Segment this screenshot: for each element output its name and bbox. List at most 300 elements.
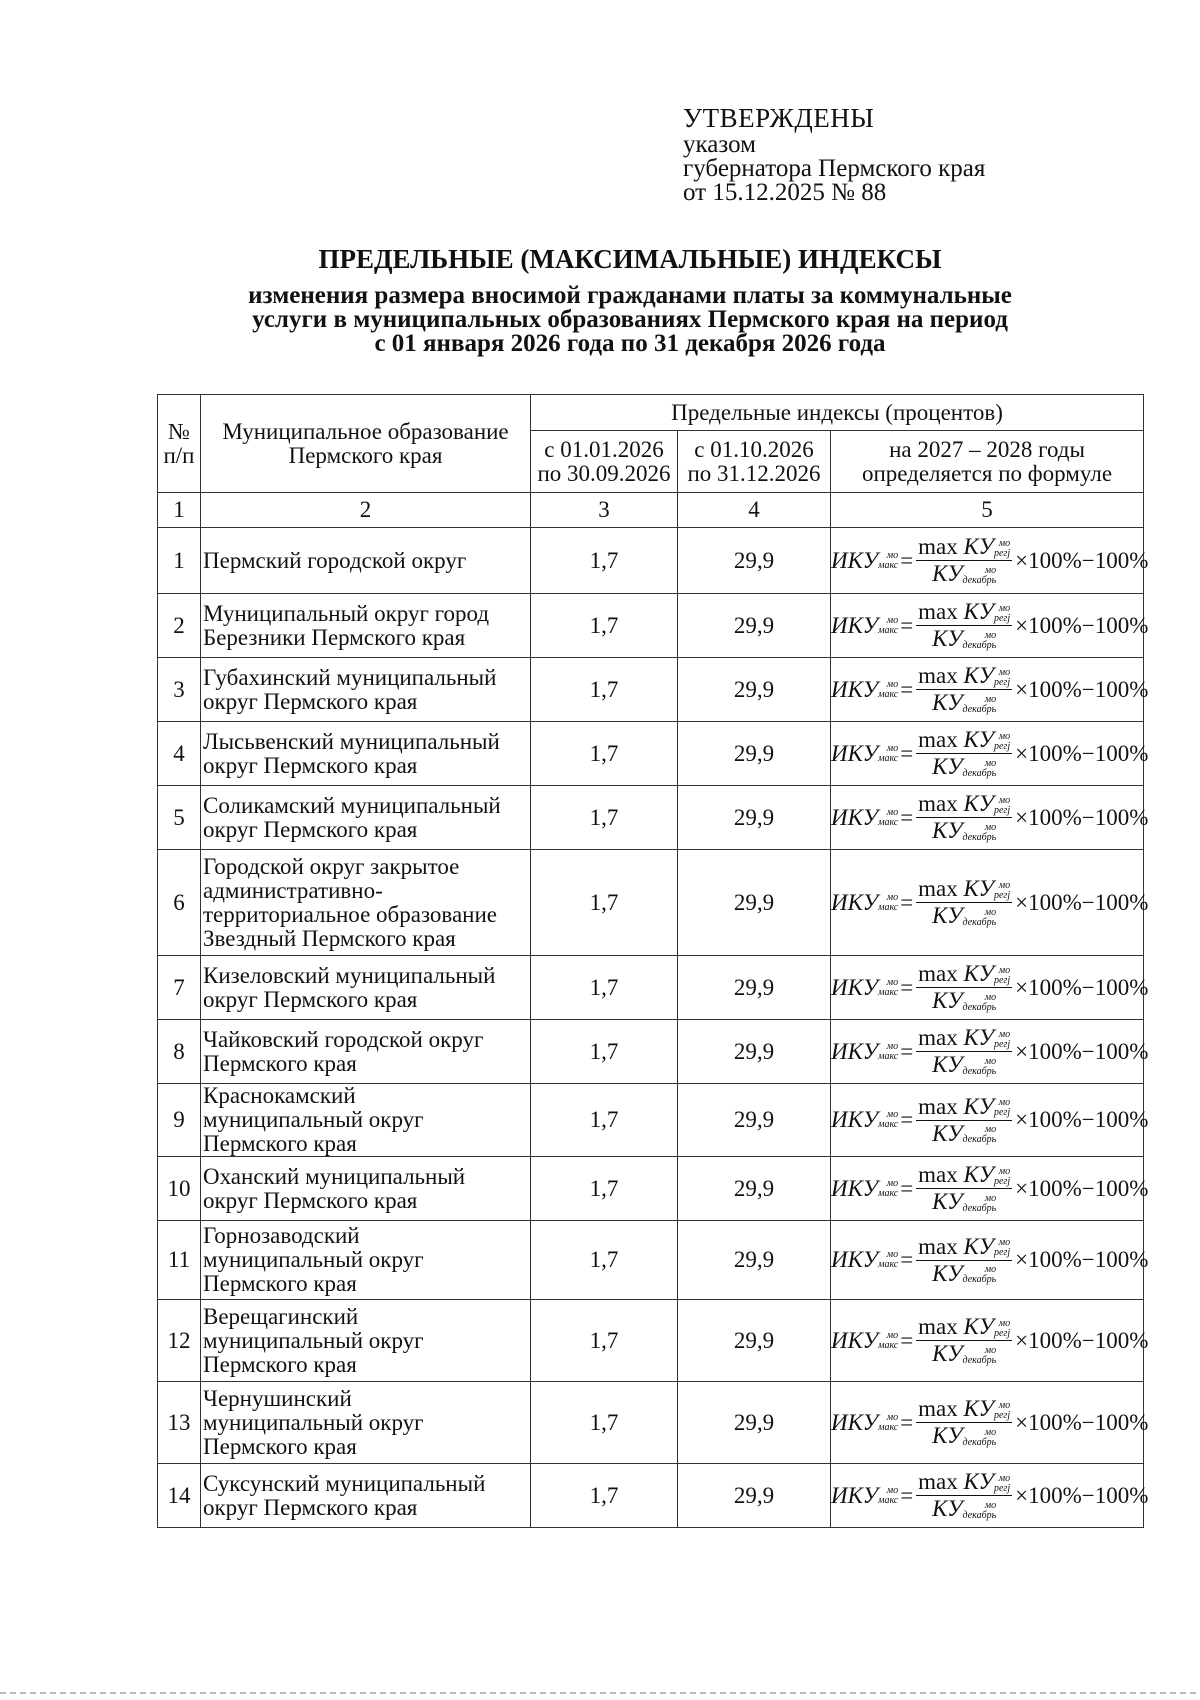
formula-lhs-sup: мо: [886, 1249, 899, 1260]
formula-lhs: ИКУ: [831, 1175, 879, 1201]
municipality-name-line: Пермского края: [203, 1050, 357, 1076]
formula-equals: =: [900, 1409, 914, 1435]
index-formula: [831, 956, 1149, 1020]
formula-equals: =: [900, 889, 914, 915]
municipality-name-line: Пермского края: [203, 1351, 357, 1377]
formula-num-sup: мо: [998, 1165, 1011, 1177]
formula-num-sup: мо: [998, 1097, 1011, 1109]
formula-denominator: [932, 626, 996, 651]
table-row: [158, 1221, 1144, 1300]
formula-lhs-sup: мо: [886, 891, 899, 903]
municipality-name-line: Соликамский муниципальный: [203, 792, 501, 818]
formula-num-sup: мо: [998, 602, 1011, 614]
municipality-name-line: Пермского края: [203, 1433, 357, 1459]
column-number: 1: [158, 493, 201, 528]
formula-lhs: ИКУ: [831, 974, 879, 1000]
column-number: 4: [678, 493, 831, 528]
formula-num-sup: мо: [998, 1237, 1011, 1249]
index-period-1: 1,7: [531, 1382, 678, 1464]
formula-fraction: [916, 664, 1012, 715]
formula-denominator: [932, 1261, 996, 1286]
formula-lhs-sub: макс: [878, 1119, 899, 1130]
formula-equals: =: [900, 1327, 914, 1353]
formula-equals: =: [900, 1247, 914, 1272]
header-municipality-line-1: Муниципальное образование: [222, 418, 509, 444]
formula-den-var: КУ: [932, 754, 963, 779]
formula-den-sup: мо: [984, 1192, 997, 1204]
table-row: [158, 786, 1144, 850]
header-municipality: [201, 395, 531, 493]
approval-block: [683, 103, 985, 205]
index-formula: [831, 1221, 1149, 1300]
formula: [831, 728, 1148, 779]
index-period-2: 29,9: [678, 1157, 831, 1221]
formula-num-var: КУ: [963, 1025, 994, 1050]
row-number: 11: [158, 1221, 201, 1300]
formula-den-var: КУ: [932, 1260, 963, 1286]
formula-num-sub: регj: [993, 740, 1011, 752]
formula-max: max: [918, 961, 958, 986]
header-num-line-2: п/п: [163, 442, 195, 468]
formula-lhs-indices: [878, 1331, 898, 1351]
formula-lhs-sup: мо: [886, 1411, 899, 1423]
formula-lhs-indices: [878, 1042, 898, 1062]
formula-lhs: ИКУ: [831, 612, 879, 638]
formula-numerator: [916, 962, 1012, 988]
index-period-2: 29,9: [678, 1084, 831, 1157]
formula-num-sup: мо: [998, 1399, 1011, 1411]
index-period-1: 1,7: [531, 528, 678, 594]
row-number: 6: [158, 850, 201, 956]
table-row: [158, 850, 1144, 956]
formula-max: max: [918, 534, 958, 559]
index-period-2: 29,9: [678, 658, 831, 722]
formula-den-indices: [963, 759, 997, 779]
formula-lhs-sup: мо: [886, 614, 899, 626]
header-period-1-line-1: с 01.01.2026: [544, 436, 664, 462]
column-number: 3: [531, 493, 678, 528]
formula-den-sub: декабрь: [962, 916, 997, 928]
formula-den-sub: декабрь: [962, 831, 997, 843]
formula-num-var: КУ: [963, 961, 994, 986]
formula: [831, 664, 1148, 715]
municipality-name: [201, 1084, 531, 1157]
formula-tail: ×100%−100%: [1015, 804, 1149, 830]
municipality-name-line: Верещагинский: [203, 1303, 359, 1329]
municipality-name-line: Чайковский городской округ: [203, 1026, 484, 1052]
index-period-1: 1,7: [531, 1084, 678, 1157]
formula-lhs-sub: макс: [878, 752, 899, 764]
formula-num-sub: регj: [993, 1482, 1011, 1494]
row-number: 10: [158, 1157, 201, 1221]
formula-lhs-sub: макс: [878, 559, 899, 571]
formula-lhs: ИКУ: [831, 547, 879, 573]
formula: [831, 1235, 1148, 1286]
formula-den-indices: [963, 1501, 997, 1521]
formula-denominator: [932, 754, 996, 779]
formula-lhs-indices: [878, 616, 898, 636]
municipality-name-line: Оханский муниципальный: [203, 1163, 466, 1189]
formula-numerator: [916, 1163, 1012, 1189]
formula-max: max: [918, 727, 958, 752]
municipality-name-line: муниципальный округ: [203, 1247, 424, 1272]
formula-den-sub: декабрь: [962, 1202, 997, 1214]
formula-num-indices: [994, 668, 1010, 688]
formula-lhs: ИКУ: [831, 1038, 879, 1064]
formula-den-sub: декабрь: [962, 767, 997, 779]
formula-den-sup: мо: [984, 564, 997, 576]
municipality-name: [201, 594, 531, 658]
header-period-3-line-2: определяется по формуле: [861, 460, 1113, 486]
formula-equals: =: [900, 740, 914, 766]
formula-lhs-sub: макс: [878, 624, 899, 636]
formula-numerator: [916, 728, 1012, 754]
formula-den-var: КУ: [932, 1052, 963, 1077]
formula-denominator: [932, 690, 996, 715]
formula-lhs: ИКУ: [831, 889, 879, 915]
municipality-name-line: Губахинский муниципальный: [203, 664, 497, 690]
municipality-name-line: Краснокамский: [203, 1083, 356, 1108]
formula-tail: ×100%−100%: [1015, 1175, 1149, 1201]
index-period-2: 29,9: [678, 956, 831, 1020]
table-row: [158, 1382, 1144, 1464]
formula-fraction: [916, 1397, 1012, 1448]
formula-lhs: ИКУ: [831, 740, 879, 766]
formula-equals: =: [900, 1175, 914, 1201]
formula-num-indices: [994, 1401, 1010, 1421]
formula-den-indices: [963, 1346, 997, 1366]
formula: [831, 535, 1148, 586]
formula-den-var: КУ: [932, 903, 963, 928]
formula-den-var: КУ: [932, 1341, 963, 1366]
municipality-name-line: округ Пермского края: [203, 688, 418, 714]
index-formula: [831, 1300, 1149, 1382]
formula-denominator: [932, 1423, 996, 1448]
index-period-1: 1,7: [531, 1300, 678, 1382]
formula-fraction: [916, 1163, 1012, 1214]
column-number-row: [158, 493, 1144, 528]
municipality-name: [201, 1464, 531, 1528]
formula-numerator: [916, 1235, 1012, 1261]
formula-num-var: КУ: [963, 1396, 994, 1421]
formula-den-sub: декабрь: [962, 574, 997, 586]
index-period-2: 29,9: [678, 1300, 831, 1382]
formula-fraction: [916, 1095, 1012, 1146]
index-formula: [831, 1157, 1149, 1221]
formula-lhs-sub: макс: [878, 1494, 899, 1506]
formula-max: max: [918, 1469, 958, 1494]
formula-den-var: КУ: [932, 561, 963, 586]
formula-num-indices: [994, 539, 1010, 559]
formula-num-var: КУ: [963, 534, 994, 559]
formula-lhs-sub: макс: [878, 901, 899, 913]
municipality-name-line: Горнозаводский: [203, 1223, 360, 1248]
formula-num-indices: [994, 1238, 1010, 1258]
formula-num-indices: [994, 1030, 1010, 1050]
index-formula: [831, 850, 1149, 956]
table-row: [158, 1084, 1144, 1157]
formula-tail: ×100%−100%: [1015, 1409, 1149, 1435]
formula-fraction: [916, 792, 1012, 843]
formula-num-indices: [994, 881, 1010, 901]
column-number: 5: [831, 493, 1144, 528]
formula-tail: ×100%−100%: [1015, 1482, 1149, 1508]
formula-denominator: [932, 988, 996, 1013]
formula-lhs-indices: [878, 744, 898, 764]
formula-den-indices: [963, 631, 997, 651]
document-subtitle: [150, 284, 1110, 356]
index-formula: [831, 786, 1149, 850]
municipality-name-line: административно-: [203, 877, 383, 903]
formula-tail: ×100%−100%: [1015, 1247, 1149, 1272]
formula-denominator: [932, 1121, 996, 1146]
formula-den-sub: декабрь: [962, 1509, 997, 1521]
municipality-name-line: Пермского края: [203, 1271, 357, 1296]
formula-lhs: ИКУ: [831, 1482, 879, 1508]
formula-tail: ×100%−100%: [1015, 1038, 1149, 1064]
index-formula: [831, 658, 1149, 722]
formula-num-sub: регj: [993, 1175, 1011, 1187]
formula-den-indices: [963, 1428, 997, 1448]
formula-den-indices: [963, 695, 997, 715]
formula-num-sup: мо: [998, 964, 1011, 976]
formula-lhs-indices: [878, 893, 898, 913]
formula-den-sup: мо: [984, 1264, 997, 1276]
municipality-name-line: округ Пермского края: [203, 816, 418, 842]
formula-fraction: [916, 600, 1012, 651]
formula-equals: =: [900, 547, 914, 573]
formula-tail: ×100%−100%: [1015, 676, 1149, 702]
formula-num-var: КУ: [963, 1162, 994, 1187]
formula-lhs-indices: [878, 1413, 898, 1433]
formula: [831, 962, 1148, 1013]
formula-num-indices: [994, 1474, 1010, 1494]
formula-den-sub: декабрь: [962, 703, 997, 715]
municipality-name-line: Суксунский муниципальный: [203, 1470, 486, 1496]
municipality-name-line: округ Пермского края: [203, 752, 418, 778]
municipality-name-line: территориальное образование: [203, 901, 498, 927]
index-period-2: 29,9: [678, 1221, 831, 1300]
formula-numerator: [916, 600, 1012, 626]
formula-num-sup: мо: [998, 794, 1011, 806]
formula-num-var: КУ: [963, 727, 994, 752]
index-period-2: 29,9: [678, 1464, 831, 1528]
subtitle-line-3: с 01 января 2026 года по 31 декабря 2026 года: [374, 330, 886, 357]
formula-max: max: [918, 791, 958, 816]
formula-den-indices: [963, 1125, 997, 1145]
municipality-name-line: муниципальный округ: [203, 1409, 424, 1435]
municipality-name: [201, 1382, 531, 1464]
formula: [831, 600, 1148, 651]
municipality-name-line: округ Пермского края: [203, 1494, 418, 1520]
formula-lhs: ИКУ: [831, 1107, 879, 1132]
row-number: 4: [158, 722, 201, 786]
row-number: 14: [158, 1464, 201, 1528]
index-period-1: 1,7: [531, 786, 678, 850]
index-period-2: 29,9: [678, 594, 831, 658]
index-period-2: 29,9: [678, 528, 831, 594]
index-period-1: 1,7: [531, 1157, 678, 1221]
formula-den-var: КУ: [932, 690, 963, 715]
formula-num-sup: мо: [998, 1028, 1011, 1040]
formula-numerator: [916, 792, 1012, 818]
table-row: [158, 1300, 1144, 1382]
municipality-name-line: Городской округ закрытое: [203, 853, 460, 879]
formula: [831, 1026, 1148, 1077]
formula-tail: ×100%−100%: [1015, 740, 1149, 766]
municipality-name-line: округ Пермского края: [203, 986, 418, 1012]
municipality-name-line: Кизеловский муниципальный: [203, 962, 496, 988]
formula-den-sub: декабрь: [962, 639, 997, 651]
formula-lhs-indices: [878, 1486, 898, 1506]
formula-numerator: [916, 1315, 1012, 1341]
formula-lhs-sup: мо: [886, 806, 899, 818]
table-row: [158, 1020, 1144, 1084]
formula-num-sub: регj: [993, 889, 1011, 901]
index-formula: [831, 528, 1149, 594]
index-formula: [831, 1382, 1149, 1464]
formula-denominator: [932, 1052, 996, 1077]
municipality-name: [201, 658, 531, 722]
formula-lhs-sup: мо: [886, 742, 899, 754]
row-number: 8: [158, 1020, 201, 1084]
formula-num-indices: [994, 966, 1010, 986]
formula-lhs: ИКУ: [831, 1409, 879, 1435]
municipality-name: [201, 850, 531, 956]
formula: [831, 1163, 1148, 1214]
formula-den-sup: мо: [984, 906, 997, 918]
formula: [831, 1095, 1148, 1146]
scan-artifact-line: [0, 1692, 1200, 1694]
formula-num-sup: мо: [998, 879, 1011, 891]
municipality-name: [201, 956, 531, 1020]
index-period-2: 29,9: [678, 1020, 831, 1084]
formula-den-sub: декабрь: [962, 1354, 997, 1366]
row-number: 13: [158, 1382, 201, 1464]
formula-denominator: [932, 1189, 996, 1214]
index-period-1: 1,7: [531, 658, 678, 722]
formula-lhs-sub: макс: [878, 1050, 899, 1062]
approval-line-2: губернатора Пермского края: [683, 155, 986, 182]
formula-lhs-sup: мо: [886, 976, 899, 988]
table-row: [158, 658, 1144, 722]
formula-equals: =: [900, 1482, 914, 1508]
approval-title: УТВЕРЖДЕНЫ: [683, 103, 875, 133]
index-formula: [831, 1020, 1149, 1084]
formula-tail: ×100%−100%: [1015, 974, 1149, 1000]
index-period-1: 1,7: [531, 1221, 678, 1300]
formula-den-sub: декабрь: [962, 1134, 997, 1146]
formula-lhs-indices: [878, 1250, 898, 1270]
formula-numerator: [916, 1026, 1012, 1052]
formula-den-sup: мо: [984, 693, 997, 705]
municipality-name: [201, 786, 531, 850]
formula: [831, 1315, 1148, 1366]
formula-den-var: КУ: [932, 1423, 963, 1448]
formula-equals: =: [900, 804, 914, 830]
formula-num-sup: мо: [998, 1472, 1011, 1484]
formula-num-var: КУ: [963, 599, 994, 624]
index-period-1: 1,7: [531, 850, 678, 956]
formula-lhs-sub: макс: [878, 816, 899, 828]
formula-tail: ×100%−100%: [1015, 547, 1149, 573]
formula-max: max: [918, 599, 958, 624]
formula-num-var: КУ: [963, 1469, 994, 1494]
formula-num-indices: [994, 732, 1010, 752]
formula-tail: ×100%−100%: [1015, 1327, 1149, 1353]
formula-num-sup: мо: [998, 666, 1011, 678]
formula-lhs-sub: макс: [878, 1259, 899, 1270]
formula: [831, 1470, 1148, 1521]
header-period-1-line-2: по 30.09.2026: [537, 460, 671, 486]
formula-fraction: [916, 1470, 1012, 1521]
formula-max: max: [918, 876, 958, 901]
formula-lhs-sup: мо: [886, 1177, 899, 1189]
municipality-name-line: Пермский городской округ: [203, 547, 467, 573]
municipality-name-line: Муниципальный округ город: [203, 600, 490, 626]
formula-fraction: [916, 962, 1012, 1013]
index-period-2: 29,9: [678, 722, 831, 786]
formula-num-var: КУ: [963, 1314, 994, 1339]
formula-num-sub: регj: [993, 547, 1011, 559]
table-row: [158, 594, 1144, 658]
formula-lhs-sub: макс: [878, 1187, 899, 1199]
formula-den-var: КУ: [932, 1120, 963, 1146]
formula-num-sup: мо: [998, 730, 1011, 742]
formula-num-indices: [994, 604, 1010, 624]
row-number: 2: [158, 594, 201, 658]
formula-den-var: КУ: [932, 818, 963, 843]
formula-tail: ×100%−100%: [1015, 889, 1149, 915]
formula-num-sub: регj: [993, 1247, 1011, 1259]
formula: [831, 877, 1148, 928]
formula-lhs-indices: [878, 1110, 898, 1130]
formula-den-sub: декабрь: [962, 1001, 997, 1013]
header-period-2: [678, 431, 831, 493]
formula-den-sup: мо: [984, 821, 997, 833]
formula-lhs-sup: мо: [886, 1329, 899, 1341]
formula-lhs-indices: [878, 680, 898, 700]
formula-tail: ×100%−100%: [1015, 1107, 1149, 1132]
formula-lhs-sub: макс: [878, 986, 899, 998]
subtitle-line-1: изменения размера вносимой гражданами платы за коммунальные: [248, 282, 1012, 309]
header-row-1: [158, 395, 1144, 431]
municipality-name: [201, 722, 531, 786]
formula-lhs-sup: мо: [886, 678, 899, 690]
header-num: [158, 395, 201, 493]
formula-numerator: [916, 1470, 1012, 1496]
formula-denominator: [932, 903, 996, 928]
municipality-name: [201, 1300, 531, 1382]
index-period-2: 29,9: [678, 786, 831, 850]
municipality-name: [201, 528, 531, 594]
municipality-name-line: Пермского края: [203, 1131, 357, 1156]
formula-numerator: [916, 535, 1012, 561]
formula-den-var: КУ: [932, 1496, 963, 1521]
row-number: 9: [158, 1084, 201, 1157]
municipality-name-line: округ Пермского края: [203, 1187, 418, 1213]
formula-equals: =: [900, 1038, 914, 1064]
formula-den-indices: [963, 1265, 997, 1285]
formula-fraction: [916, 728, 1012, 779]
formula-max: max: [918, 1162, 958, 1187]
municipality-name-line: Чернушинский: [203, 1385, 352, 1411]
formula-lhs-sub: макс: [878, 1421, 899, 1433]
formula-den-sup: мо: [984, 629, 997, 641]
formula-equals: =: [900, 1107, 914, 1132]
formula-equals: =: [900, 676, 914, 702]
index-formula: [831, 1464, 1149, 1528]
